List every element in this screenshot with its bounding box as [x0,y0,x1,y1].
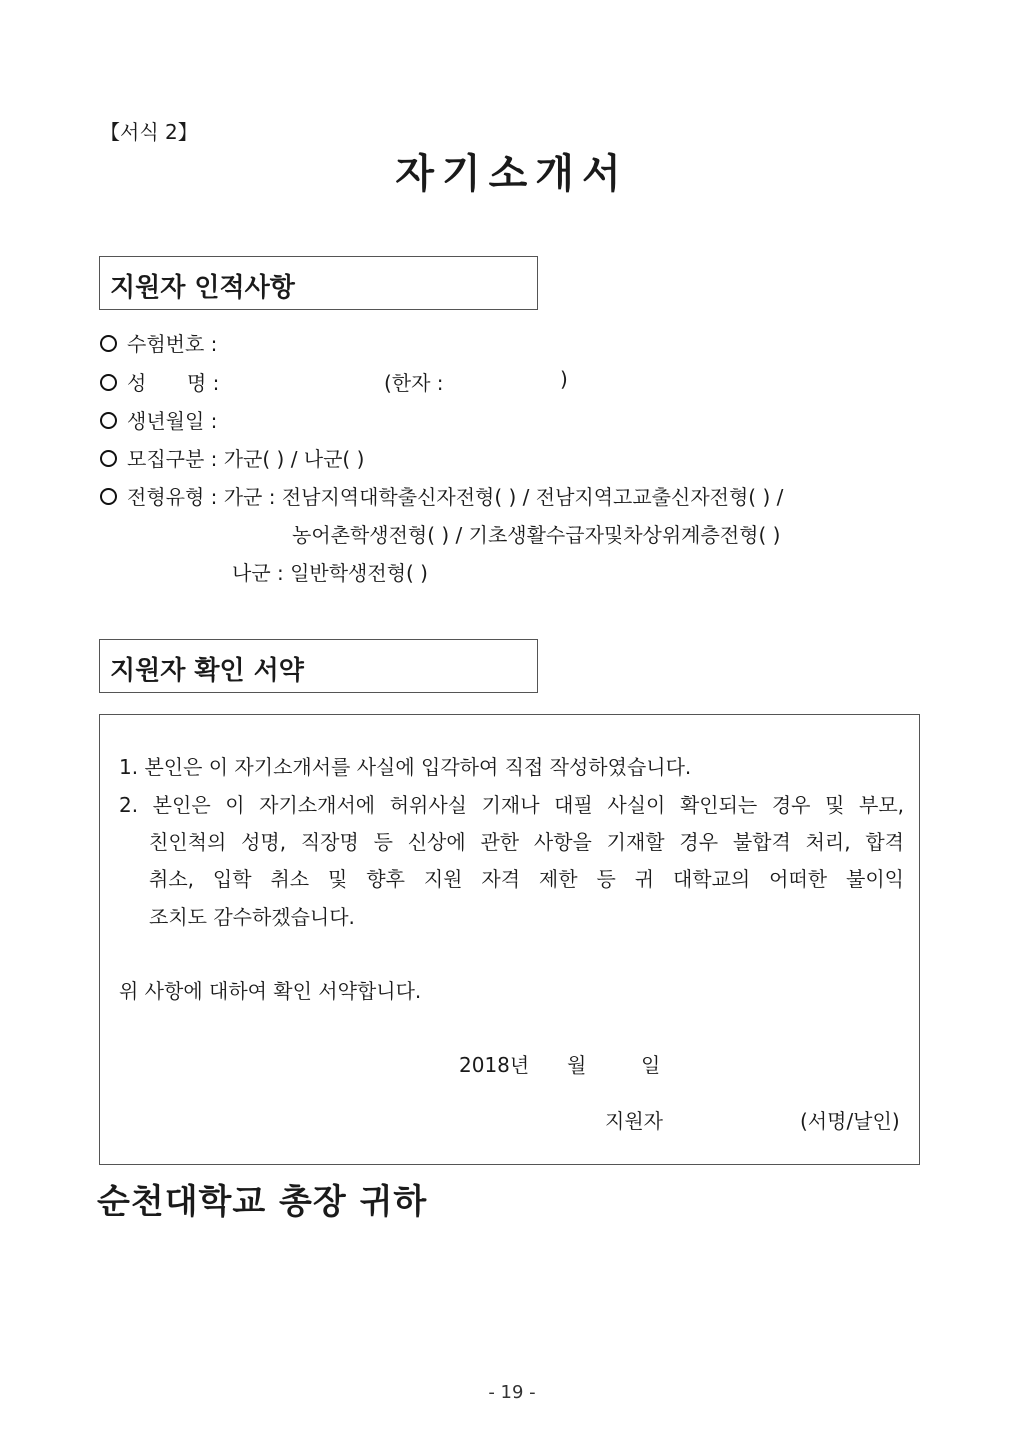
circle-bullet-icon [100,335,117,352]
field-label: 모집구분 : 가군( ) / 나군( ) [127,447,365,471]
hanja-label: (한자 : [384,371,444,395]
field-birthdate [100,405,217,434]
field-label: 수험번호 : [127,332,218,356]
field-name [100,367,580,396]
declaration-item-2-line-1: 2. 본인은 이 자기소개서에 허위사실 기재나 대필 사실이 확인되는 경우 및 부모, [119,793,904,817]
date-day: 일 [641,1053,661,1077]
date-month: 월 [567,1053,587,1077]
declaration-item-1: 1. 본인은 이 자기소개서를 사실에 입각하여 직접 작성하였습니다. [119,755,692,779]
field-admission-type [100,481,783,510]
declaration-box [99,714,920,1165]
signature-label: (서명/날인) [800,1109,900,1133]
hanja-close: ) [560,367,568,391]
declaration-item-2-line-4: 조치도 감수하겠습니다. [149,905,355,929]
applicant-label: 지원자 [605,1109,663,1133]
closing-addressee: 순천대학교 총장 귀하 [97,1182,428,1222]
section-header-confirmation [99,639,538,693]
field-admission-group [100,443,364,472]
declaration-item-2-line-2: 친인척의 성명, 직장명 등 신상에 관한 사항을 기재할 경우 불합격 처리, 합격 [149,830,904,854]
circle-bullet-icon [100,488,117,505]
circle-bullet-icon [100,450,117,467]
date-year: 2018년 [459,1053,530,1077]
page-number: - 19 - [488,1382,536,1403]
circle-bullet-icon [100,374,117,391]
admission-type-line3: 나군 : 일반학생전형( ) [232,561,428,585]
section-heading: 지원자 확인 서약 [110,656,304,686]
field-label-part2: 명 : [187,371,220,395]
field-label: 전형유형 : 가군 : 전남지역대학출신자전형( ) / 전남지역고교출신자전형( ) / [127,485,784,509]
confirmation-statement: 위 사항에 대하여 확인 서약합니다. [119,979,422,1003]
admission-type-line2: 농어촌학생전형( ) / 기초생활수급자및차상위계층전형( ) [292,523,781,547]
field-exam-number [100,328,217,357]
form-tag: 【서식 2】 [100,120,198,144]
circle-bullet-icon [100,412,117,429]
declaration-item-2-line-3: 취소, 입학 취소 및 향후 지원 자격 제한 등 귀 대학교의 어떠한 불이익 [149,867,904,891]
field-label-part1: 성 [127,371,147,395]
field-label: 생년월일 : [127,409,218,433]
section-header-personal-info [99,256,538,310]
section-heading: 지원자 인적사항 [110,273,295,303]
document-title: 자기소개서 [395,151,629,197]
